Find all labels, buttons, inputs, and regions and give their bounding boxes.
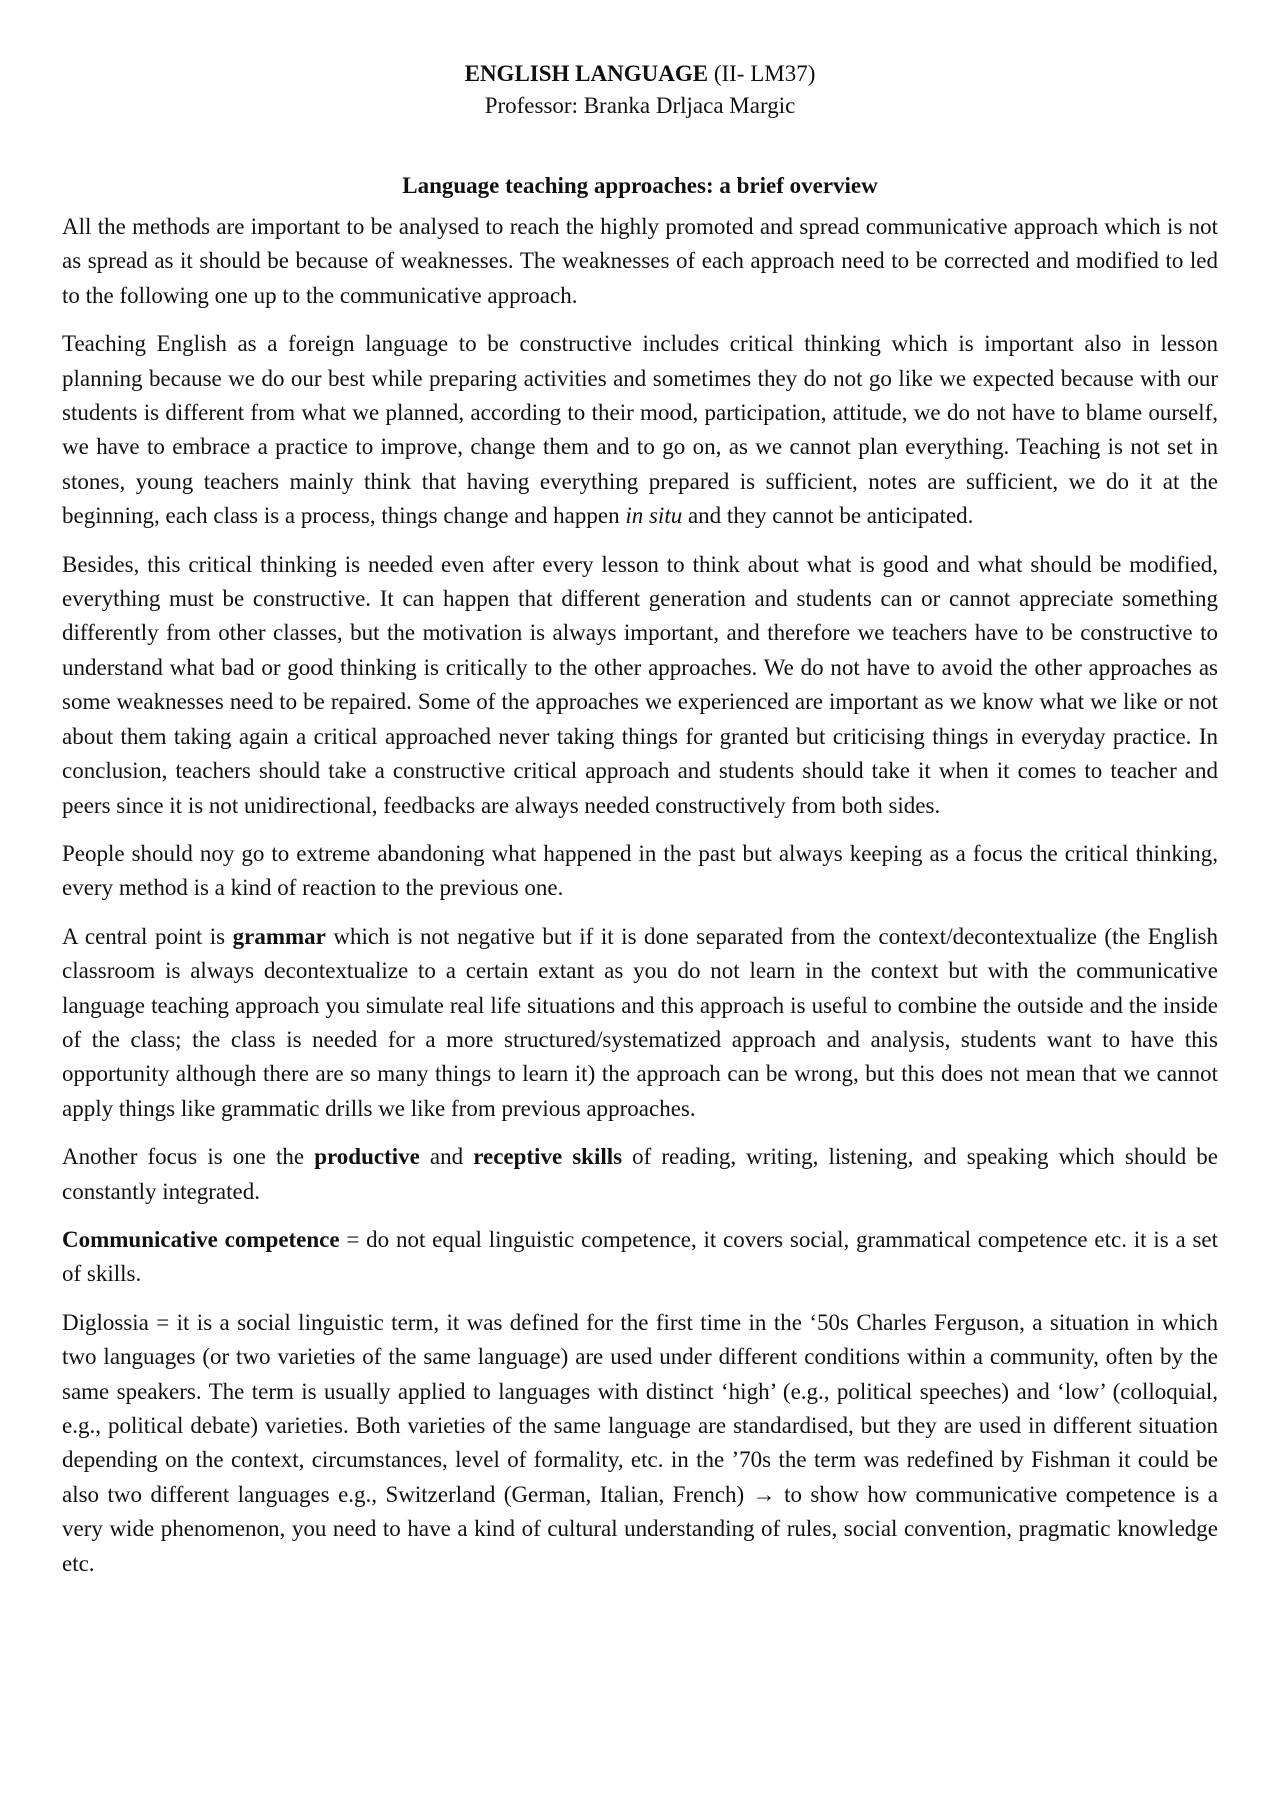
course-name: ENGLISH LANGUAGE	[464, 61, 709, 86]
professor-line: Professor: Branka Drljaca Margic	[484, 93, 796, 118]
paragraph-text: = do not equal linguistic competence, it covers social, grammatical competence etc. it is a set of skills.	[62, 1226, 1219, 1287]
bold-term: grammar	[232, 923, 326, 949]
course-code: (II- LM37)	[708, 61, 816, 86]
italic-term: in situ	[625, 503, 683, 529]
paragraph-grammar	[62, 920, 1218, 1126]
bold-term: receptive skills	[473, 1144, 623, 1170]
course-title-line	[62, 58, 1218, 90]
paragraph-text: Another focus is one the	[62, 1144, 315, 1170]
paragraph-text: Teaching English as a foreign language to be constructive includes critical thinking which is important also in lesson planning because we do our best while preparing activities and sometimes they do not go like we expected because with our students is different from what we planned, according to their mood, participation, attitude, we do not have to blame ourself, we have to embrace a practice to improve, change them and to go on, as we cannot plan everything. Teaching is not set in stones, young teachers mainly think that having everything prepared is sufficient, notes are sufficient, we do it at the beginning, each class is a process, things change and happen	[62, 331, 1218, 529]
paragraph-text: and they cannot be anticipated.	[682, 503, 974, 529]
paragraph-communicative-competence	[62, 1223, 1218, 1292]
paragraph-methods: All the methods are important to be analysed to reach the highly promoted and spread communicative approach which is not as spread as it should be because of weaknesses. The weaknesses of each approach need to be corrected and modified to led to the following one up to the communicative approach.	[62, 214, 1218, 308]
document-header	[62, 58, 1218, 122]
paragraph-extremes: People should noy go to extreme abandoning what happened in the past but always keeping as a focus the critical thinking, every method is a kind of reaction to the previous one.	[62, 840, 1218, 901]
section-title: Language teaching approaches: a brief overview	[402, 173, 878, 198]
bold-term: productive	[314, 1144, 420, 1170]
paragraph-text: of reading, writing, listening, and speaking which should be constantly integrated.	[62, 1144, 1218, 1204]
bold-term: Communicative competence	[62, 1226, 340, 1252]
paragraph-skills	[62, 1140, 1218, 1209]
paragraph-diglossia: Diglossia = it is a social linguistic term, it was defined for the first time in the ‘50s Charles Ferguson, a situation in which two languages (or two varieties of the same language) are used under different conditions within a community, often by the same speakers. The term is usually applied to languages with distinct ‘high’ (e.g., political speeches) and ‘low’ (colloquial, e.g., political debate) varieties. Both varieties of the same language are standardised, but they are used in different situation depending on the context, circumstances, level of formality, etc. in the ’70s the term was redefined by Fishman it could be also two different languages e.g., Switzerland (German, Italian, French) → to show how communicative competence is a very wide phenomenon, you need to have a kind of cultural understanding of rules, social convention, pragmatic knowledge etc.	[62, 1309, 1218, 1576]
paragraph-text: which is not negative but if it is done separated from the context/decontextualize (the English classroom is always decontextualize to a certain extant as you do not learn in the context but with the communicative language teaching approach you simulate real life situations and this approach is useful to combine the outside and the inside of the class; the class is needed for a more structured/systematized approach and analysis, students want to have this opportunity although there are so many things to learn it) the approach can be wrong, but this does not mean that we cannot apply things like grammatic drills we like from previous approaches.	[62, 923, 1218, 1121]
document-page	[62, 58, 1218, 1595]
paragraph-constructive: Besides, this critical thinking is needed even after every lesson to think about what is good and what should be modified, everything must be constructive. It can happen that different generation and students can or cannot appreciate something differently from other classes, but the motivation is always important, and therefore we teachers have to be constructive to understand what bad or good thinking is critically to the other approaches. We do not have to avoid the other approaches as some weaknesses need to be repaired. Some of the approaches we experienced are important as we know what we like or not about them taking again a critical approached never taking things for granted but criticising things in everyday practice. In conclusion, teachers should take a constructive critical approach and students should take it when it comes to teacher and peers since it is not unidirectional, feedbacks are always needed constructively from both sides.	[62, 551, 1218, 818]
paragraph-critical-thinking	[62, 327, 1218, 533]
paragraph-text: A central point is	[62, 923, 233, 949]
paragraph-text: and	[419, 1144, 474, 1170]
